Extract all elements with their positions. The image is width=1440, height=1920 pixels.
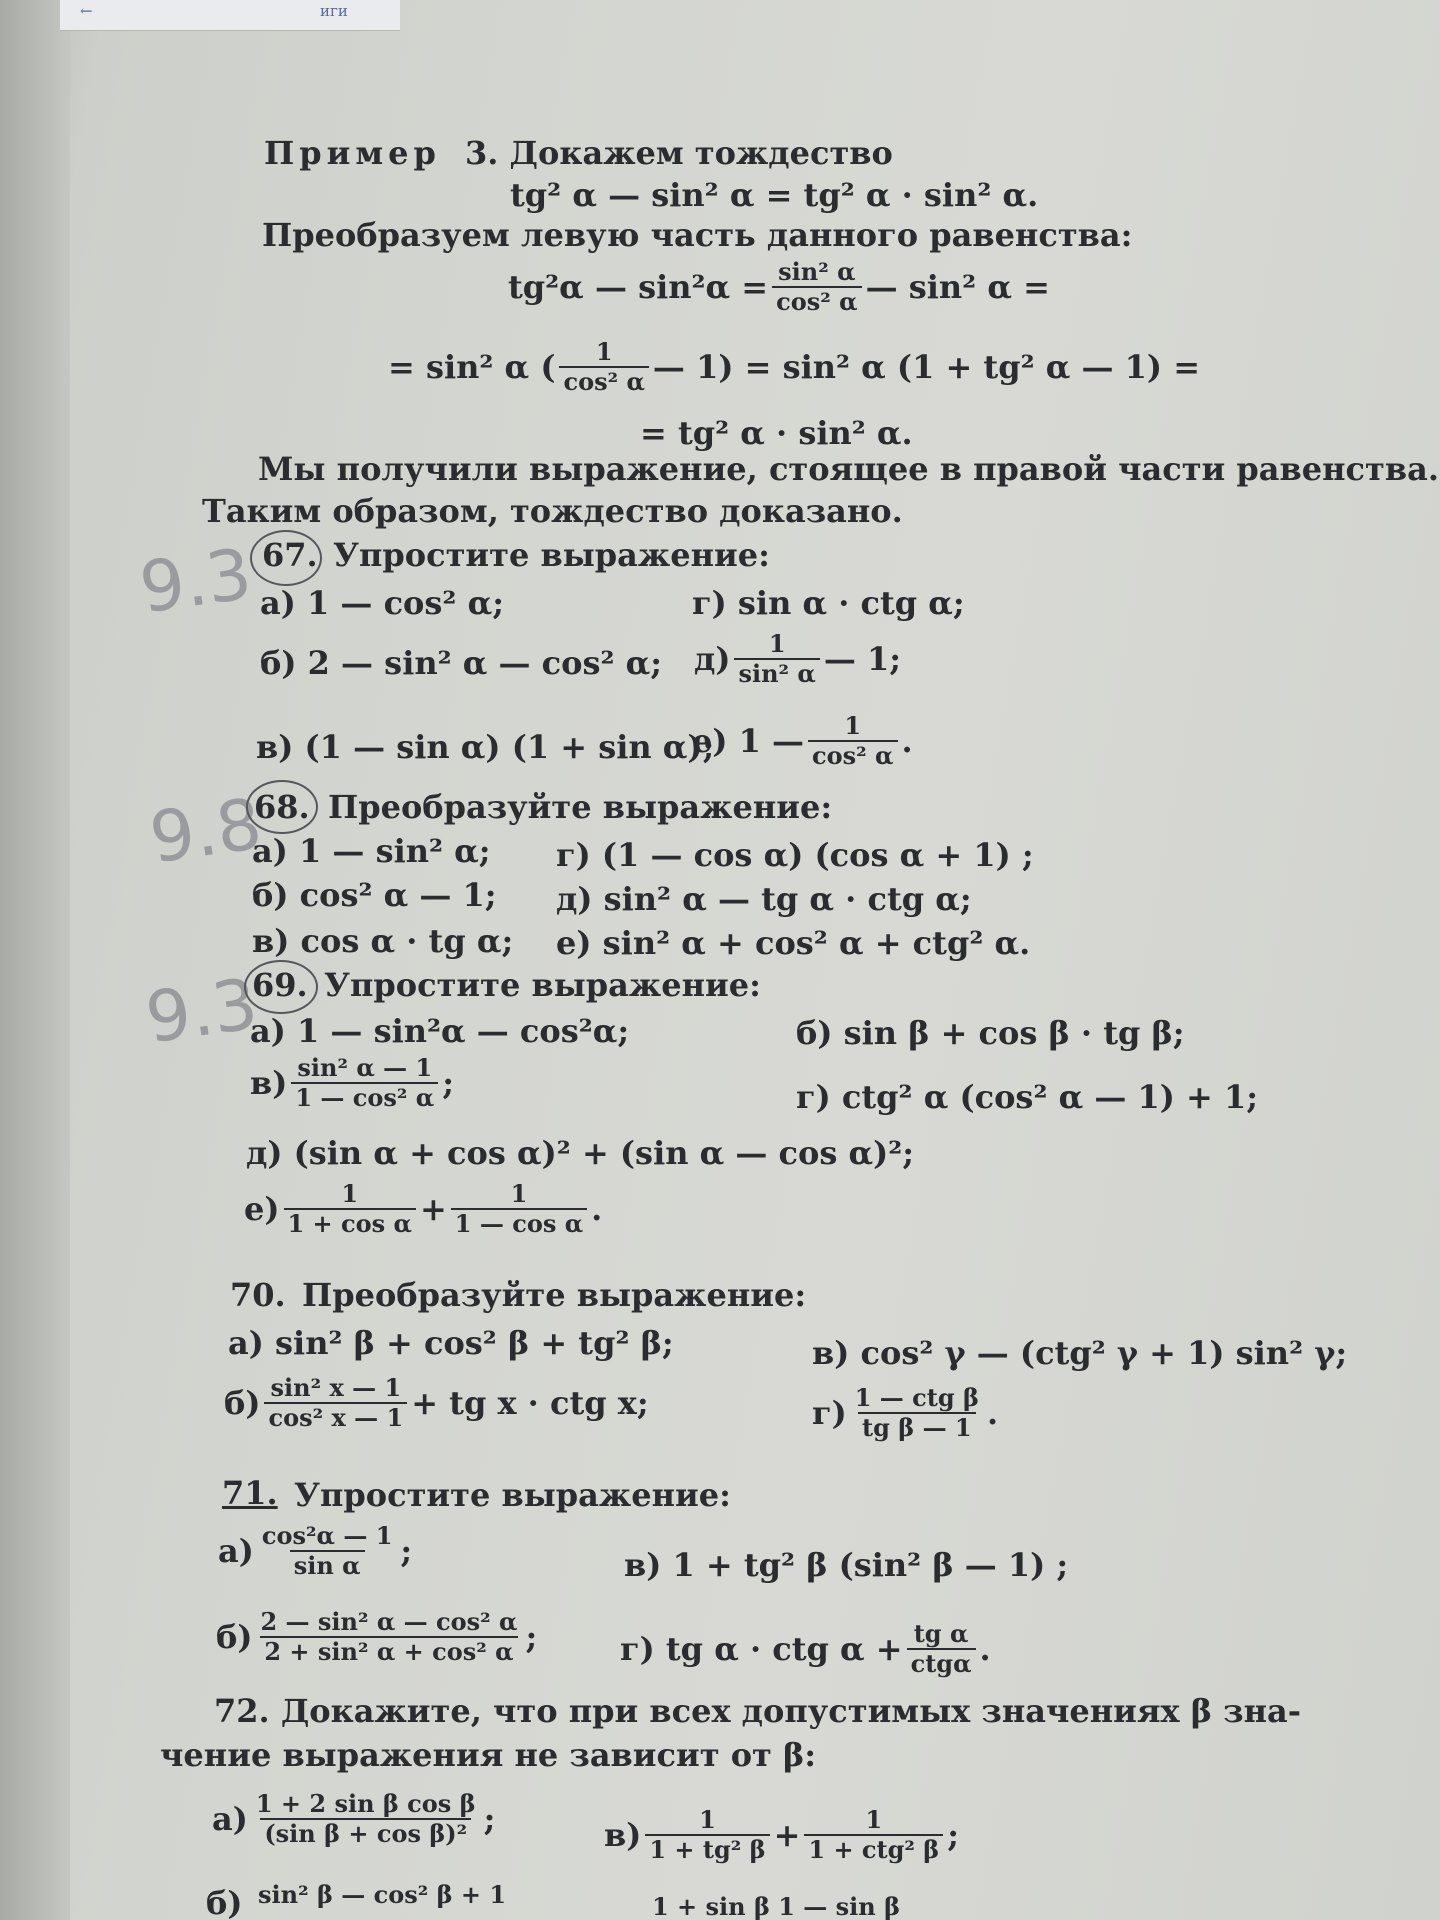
- fraction-denominator: 2 + sin² α + cos² α: [260, 1636, 517, 1666]
- fraction-numerator: 1 + 2 sin β cos β: [255, 1789, 476, 1818]
- item-fraction: [907, 1620, 976, 1677]
- example-intro: Преобразуем левую часть данного равенства:: [262, 216, 1133, 254]
- problem-67-heading: Упростите выражение:: [333, 536, 770, 574]
- problem-72-b-partial: sin² β — cos² β + 1: [258, 1880, 507, 1909]
- example-line-2-left: = sin² α (: [388, 347, 556, 386]
- handwritten-note: 9.8: [144, 782, 267, 880]
- problem-72-a: [212, 1790, 495, 1847]
- fraction-denominator: 1 — cos² α: [291, 1082, 438, 1112]
- example-title: 3. Докажем тождество: [465, 134, 893, 172]
- problem-67-a: а) 1 — cos² α;: [260, 584, 504, 622]
- fraction-numerator: 1: [865, 1805, 883, 1834]
- problem-72-b-label: б): [206, 1884, 243, 1920]
- example-line-2: [388, 338, 1200, 395]
- fraction-denominator: (sin β + cos β)²: [260, 1818, 471, 1848]
- item-fraction: [451, 1180, 587, 1237]
- fraction-denominator: 1 + cos α: [284, 1208, 416, 1238]
- problem-69-e: [244, 1180, 602, 1237]
- item-label: г) tg α · ctg α +: [620, 1629, 903, 1668]
- example-line-1-right: — sin² α =: [865, 267, 1050, 306]
- fraction-numerator: 1: [595, 337, 613, 366]
- fraction-denominator: cos² α: [772, 286, 861, 316]
- item-fraction: [284, 1180, 416, 1237]
- problem-72-partial: 1 + sin β 1 — sin β: [652, 1892, 901, 1920]
- problem-70-g: [812, 1384, 998, 1441]
- fraction-denominator: cos² α: [559, 366, 648, 396]
- problem-68-g: г) (1 — cos α) (cos α + 1) ;: [556, 836, 1034, 874]
- problem-67-b: б) 2 — sin² α — cos² α;: [260, 644, 663, 682]
- item-label: е): [244, 1189, 280, 1228]
- fraction-numerator: 1: [768, 629, 786, 658]
- item-fraction: [851, 1384, 983, 1441]
- example-line-1: [508, 258, 1050, 315]
- example-line-3: = tg² α · sin² α.: [640, 414, 913, 452]
- item-tail: ;: [947, 1815, 960, 1854]
- fraction-denominator: cos² α: [808, 740, 897, 770]
- problem-69-number: 69.: [252, 966, 308, 1004]
- item-tail: .: [979, 1629, 991, 1668]
- problem-67-number: 67.: [262, 536, 318, 574]
- problem-68-number: 68.: [254, 788, 310, 826]
- example-fraction: [772, 258, 861, 315]
- item-tail: .: [901, 721, 913, 760]
- problem-72-line-2: чение выражения не зависит от β:: [160, 1736, 817, 1774]
- fraction-numerator: cos²α — 1: [261, 1521, 393, 1550]
- conclusion-line-2: Таким образом, тождество доказано.: [202, 492, 903, 530]
- item-fraction: [734, 630, 819, 687]
- fraction-denominator: 1 + ctg² β: [804, 1834, 943, 1864]
- fraction-denominator: 1 — cos α: [451, 1208, 587, 1238]
- item-fraction: [808, 712, 897, 769]
- item-label: а): [218, 1531, 254, 1570]
- item-tail: ;: [400, 1531, 413, 1570]
- page-edge-shadow: [0, 0, 70, 1920]
- conclusion-line-1: Мы получили выражение, стоящее в правой части равенства.: [258, 450, 1439, 488]
- item-label: е) 1 —: [692, 721, 805, 760]
- fraction-numerator: sin² x — 1: [270, 1373, 402, 1402]
- problem-69-a: а) 1 — sin²α — cos²α;: [250, 1012, 630, 1050]
- fraction-numerator: 1: [844, 711, 862, 740]
- plus-sign: +: [419, 1189, 447, 1228]
- item-label: г): [812, 1393, 847, 1432]
- item-tail: — 1;: [823, 639, 902, 678]
- problem-70-v: в) cos² γ — (ctg² γ + 1) sin² γ;: [812, 1334, 1348, 1372]
- example-fraction: [559, 338, 648, 395]
- problem-70-a: а) sin² β + cos² β + tg² β;: [228, 1324, 674, 1362]
- item-label: д): [694, 639, 731, 678]
- problem-69-d: д) (sin α + cos α)² + (sin α — cos α)²;: [246, 1134, 915, 1172]
- item-label: б): [216, 1617, 253, 1656]
- strip-text: ←: [80, 2, 93, 20]
- fraction-numerator: tg α: [913, 1619, 969, 1648]
- problem-71-b: [216, 1608, 537, 1665]
- strip-text: иги: [320, 2, 348, 20]
- fraction-denominator: cos² x — 1: [264, 1402, 407, 1432]
- problem-72-line-1: 72. Докажите, что при всех допустимых значениях β зна-: [214, 1692, 1302, 1730]
- problem-68-a: а) 1 — sin² α;: [252, 832, 491, 870]
- item-label: в): [604, 1815, 642, 1854]
- item-tail: ;: [483, 1799, 496, 1838]
- item-tail: ;: [442, 1063, 455, 1102]
- problem-71-a: [218, 1522, 412, 1579]
- fraction-numerator: 2 — sin² α — cos² α: [260, 1607, 518, 1636]
- item-tail: .: [986, 1393, 999, 1432]
- problem-71-v: в) 1 + tg² β (sin² β — 1) ;: [624, 1546, 1069, 1584]
- item-fraction: [291, 1054, 438, 1111]
- problem-69-v: [250, 1054, 454, 1111]
- problem-68-b: б) cos² α — 1;: [252, 876, 497, 914]
- item-label: в): [250, 1063, 288, 1102]
- item-fraction: [804, 1806, 943, 1863]
- problem-67-d: [694, 630, 901, 687]
- problem-70-b: [224, 1374, 649, 1431]
- problem-70-heading: Преобразуйте выражение:: [302, 1276, 807, 1314]
- fraction-numerator: sin² α: [778, 257, 856, 286]
- item-fraction: [258, 1522, 397, 1579]
- handwritten-note: 9.3: [140, 962, 263, 1060]
- fraction-denominator: sin α: [290, 1550, 365, 1580]
- problem-71-heading: Упростите выражение:: [294, 1476, 731, 1514]
- fraction-numerator: sin² α — 1: [297, 1053, 433, 1082]
- example-label: Пример: [264, 134, 441, 172]
- problem-69-g: г) ctg² α (cos² α — 1) + 1;: [796, 1078, 1259, 1116]
- problem-71-number: 71.: [222, 1474, 278, 1512]
- item-fraction: [252, 1790, 480, 1847]
- example-identity: tg² α — sin² α = tg² α · sin² α.: [510, 176, 1039, 214]
- item-tail: .: [591, 1189, 603, 1228]
- item-fraction: [256, 1608, 521, 1665]
- item-tail: ;: [525, 1617, 538, 1656]
- problem-68-v: в) cos α · tg α;: [252, 922, 514, 960]
- example-line-2-right: — 1) = sin² α (1 + tg² α — 1) =: [652, 347, 1200, 386]
- plus-sign: +: [773, 1815, 801, 1854]
- item-label: а): [212, 1799, 248, 1838]
- problem-68-d: д) sin² α — tg α · ctg α;: [556, 880, 972, 918]
- problem-69-b: б) sin β + cos β · tg β;: [796, 1014, 1185, 1052]
- item-fraction: [264, 1374, 407, 1431]
- problem-72-v: [604, 1806, 959, 1863]
- torn-paper-strip: [60, 0, 400, 31]
- problem-70-number: 70.: [230, 1276, 286, 1314]
- problem-68-heading: Преобразуйте выражение:: [328, 788, 833, 826]
- problem-68-e: е) sin² α + cos² α + ctg² α.: [556, 924, 1031, 962]
- problem-67-e: [692, 712, 913, 769]
- handwritten-note: 9.3: [134, 532, 257, 630]
- problem-67-v: в) (1 — sin α) (1 + sin α);: [256, 728, 715, 766]
- item-label: б): [224, 1383, 261, 1422]
- fraction-numerator: 1: [699, 1805, 716, 1834]
- fraction-numerator: 1: [510, 1179, 528, 1208]
- fraction-denominator: 1 + tg² β: [645, 1834, 769, 1864]
- example-line-1-left: tg²α — sin²α =: [508, 267, 769, 306]
- item-tail: + tg x · ctg x;: [411, 1383, 649, 1422]
- problem-71-g: [620, 1620, 991, 1677]
- item-fraction: [645, 1806, 769, 1863]
- fraction-numerator: 1 — ctg β: [854, 1383, 979, 1412]
- fraction-numerator: 1: [341, 1179, 359, 1208]
- fraction-denominator: sin² α: [734, 658, 819, 688]
- problem-67-g: г) sin α · ctg α;: [692, 584, 965, 622]
- fraction-denominator: tg β — 1: [858, 1412, 976, 1442]
- problem-69-heading: Упростите выражение:: [324, 966, 761, 1004]
- fraction-denominator: ctgα: [907, 1648, 976, 1678]
